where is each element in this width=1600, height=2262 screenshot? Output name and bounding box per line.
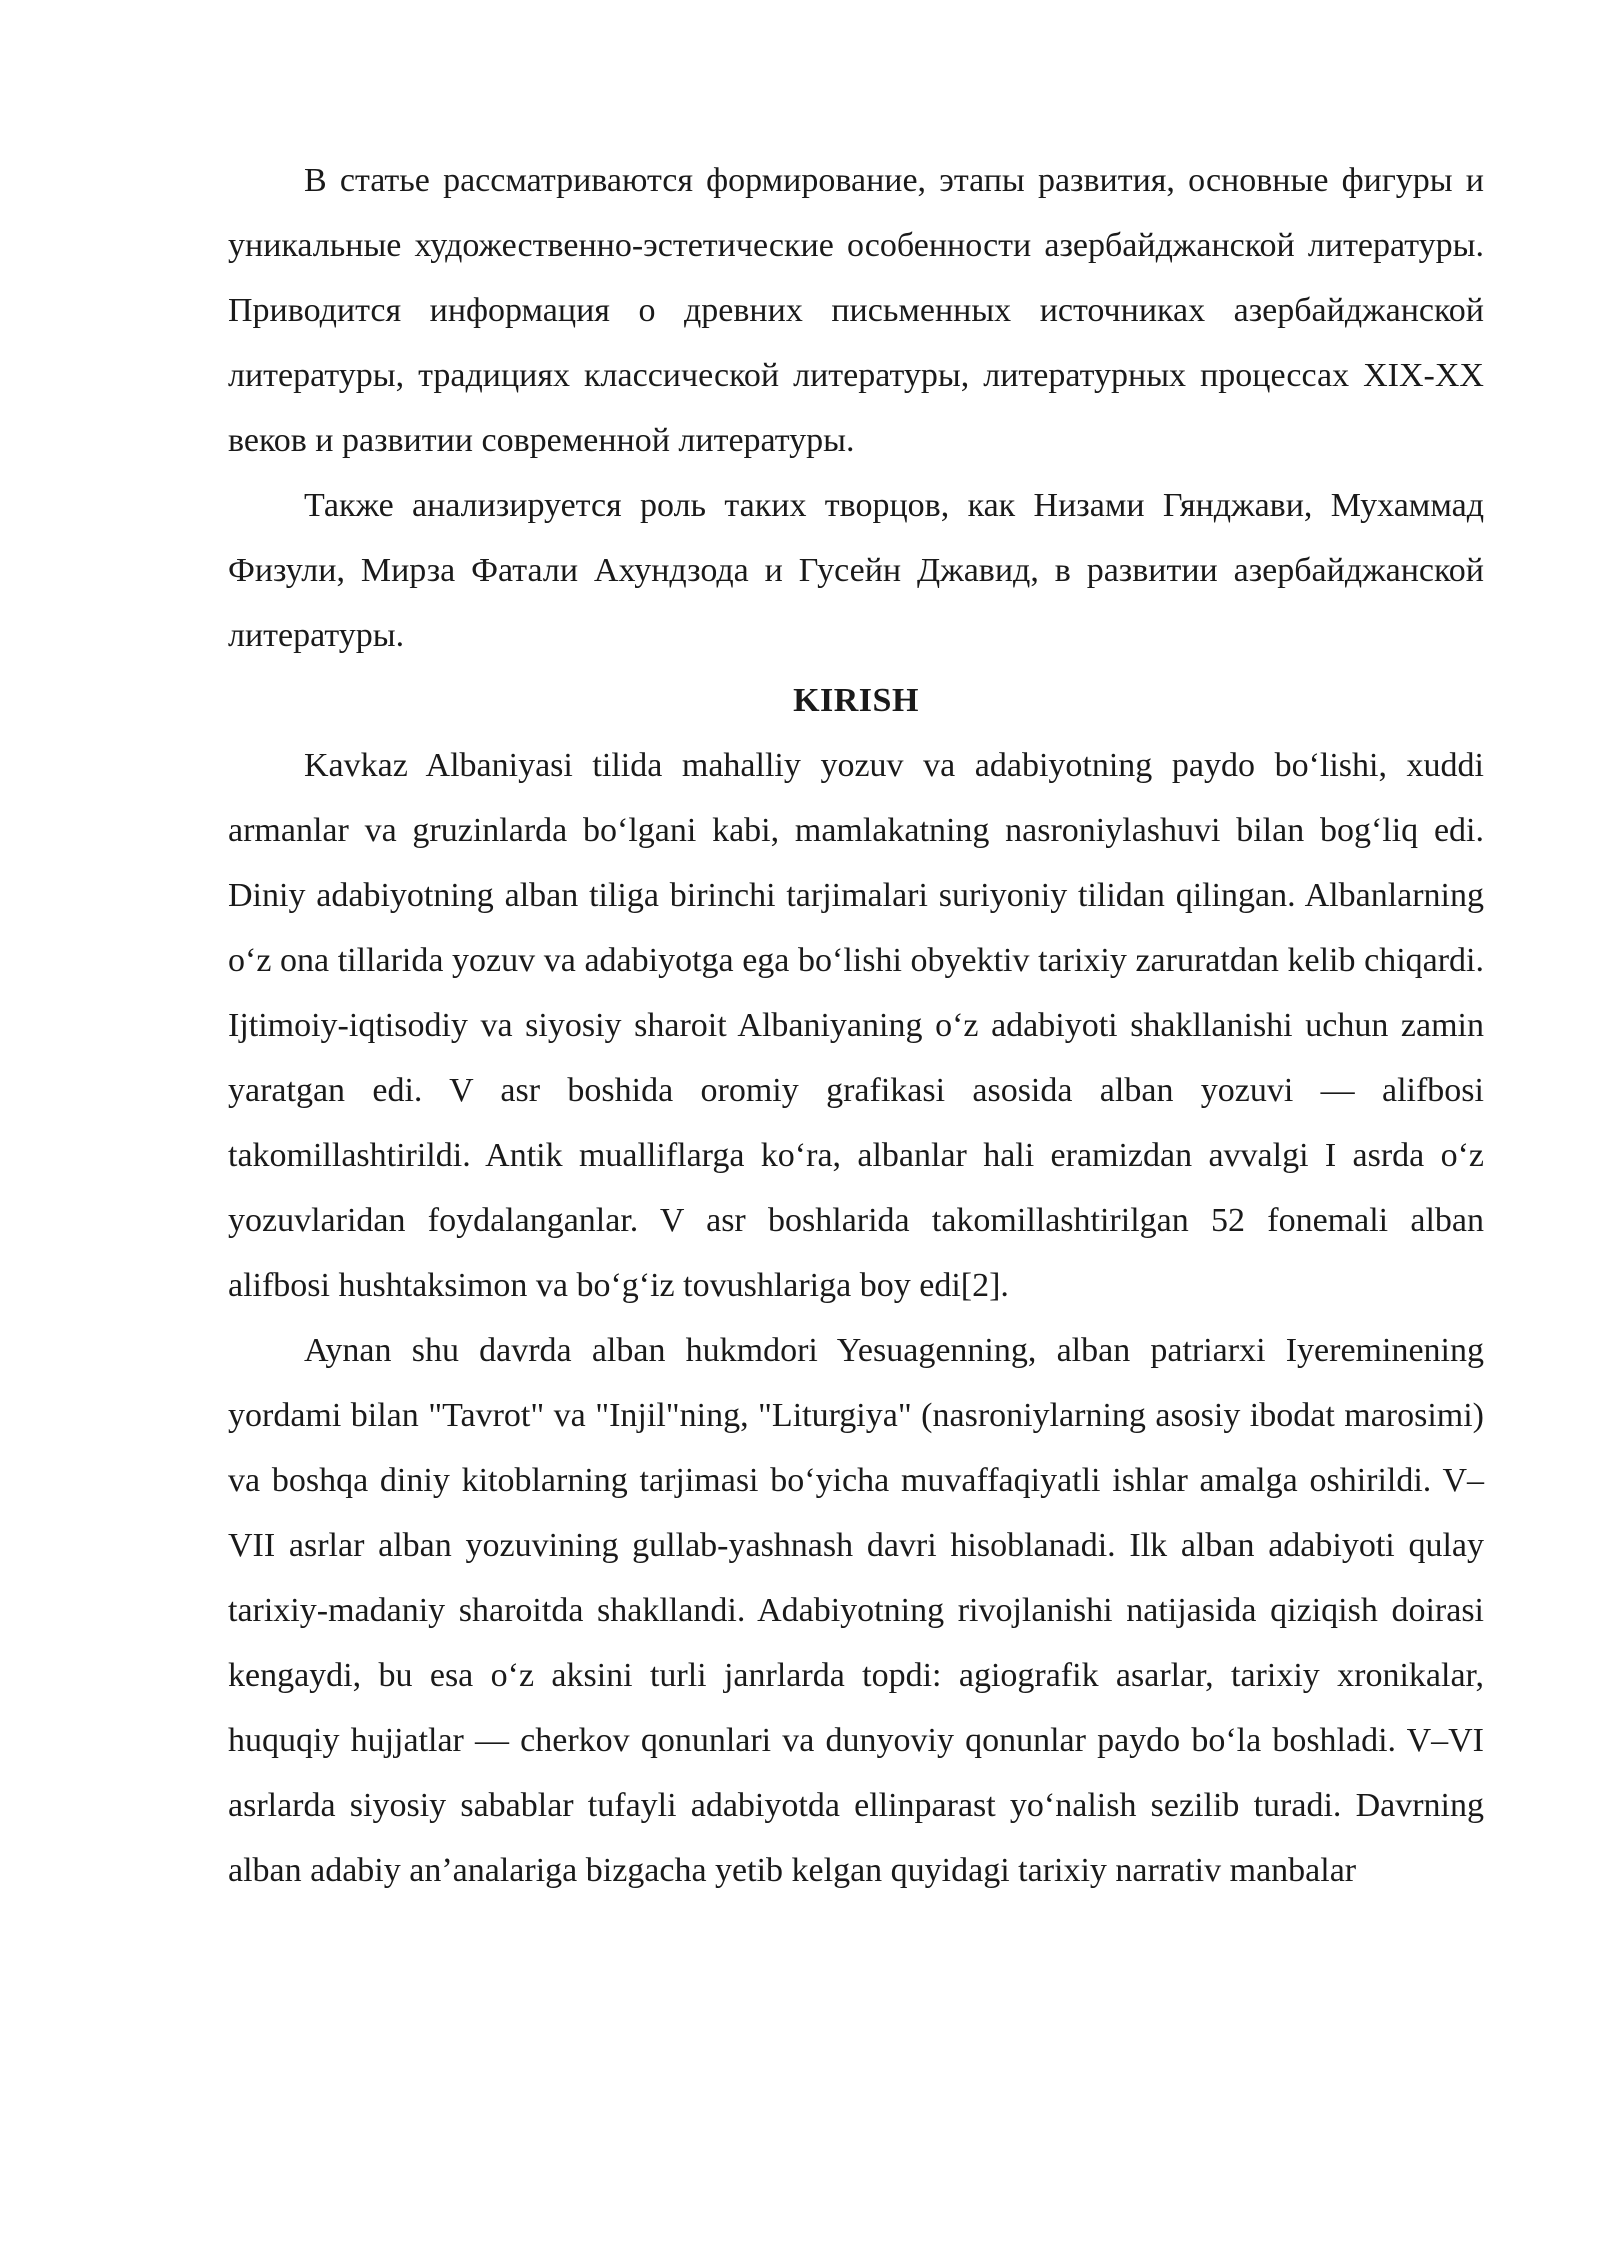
abstract-paragraph-1: В статье рассматриваются формирование, этапы развития, основные фигуры и уникальные художественно-эстетические особенности азербайджанской литературы. Приводится информация о древних письменных источниках азербайджанской литературы, традициях классической литературы, литературных процессах XIX-XX веков и развитии современной литературы.	[228, 162, 1484, 459]
section-heading: KIRISH	[793, 682, 919, 719]
body-paragraph-2: Aynan shu davrda alban hukmdori Yesuagenning, alban patriarxi Iyereminening yordami bilan "Tavrot" va "Injil"ning, "Liturgiya" (nasroniylarning asosiy ibodat marosimi) va boshqa diniy kitoblarning tarjimasi boʻyicha muvaffaqiyatli ishlar amalga oshirildi. V–VII asrlar alban yozuvining gullab-yashnash davri hisoblanadi. Ilk alban adabiyoti qulay tarixiy-madaniy sharoitda shakllandi. Adabiyotning rivojlanishi natijasida qiziqish doirasi kengaydi, bu esa oʻz aksini turli janrlarda topdi: agiografik asarlar, tarixiy xronikalar, huquqiy hujjatlar — cherkov qonunlari va dunyoviy qonunlar paydo boʻla boshladi. V–VI asrlarda siyosiy sabablar tufayli adabiyotda ellinparast yoʻnalish sezilib turadi. Davrning alban adabiy anʼanalariga bizgacha yetib kelgan quyidagi tarixiy narrativ manbalar	[228, 1332, 1484, 1889]
document-body	[228, 148, 1484, 1903]
body-paragraph-1: Kavkaz Albaniyasi tilida mahalliy yozuv va adabiyotning paydo boʻlishi, xuddi armanlar va gruzinlarda boʻlgani kabi, mamlakatning nasroniylashuvi bilan bogʻliq edi. Diniy adabiyotning alban tiliga birinchi tarjimalari suriyoniy tilidan qilingan. Albanlarning oʻz ona tillarida yozuv va adabiyotga ega boʻlishi obyektiv tarixiy zaruratdan kelib chiqardi. Ijtimoiy-iqtisodiy va siyosiy sharoit Albaniyaning oʻz adabiyoti shakllanishi uchun zamin yaratgan edi. V asr boshida oromiy grafikasi asosida alban yozuvi — alifbosi takomillashtirildi. Antik mualliflarga koʻra, albanlar hali eramizdan avvalgi I asrda oʻz yozuvlaridan foydalanganlar. V asr boshlarida takomillashtirilgan 52 fonemali alban alifbosi hushtaksimon va boʻgʻiz tovushlariga boy edi[2].	[228, 747, 1484, 1304]
abstract-paragraph-2: Также анализируется роль таких творцов, как Низами Гянджави, Мухаммад Физули, Мирза Фатали Ахундзода и Гусейн Джавид, в развитии азербайджанской литературы.	[228, 487, 1484, 654]
